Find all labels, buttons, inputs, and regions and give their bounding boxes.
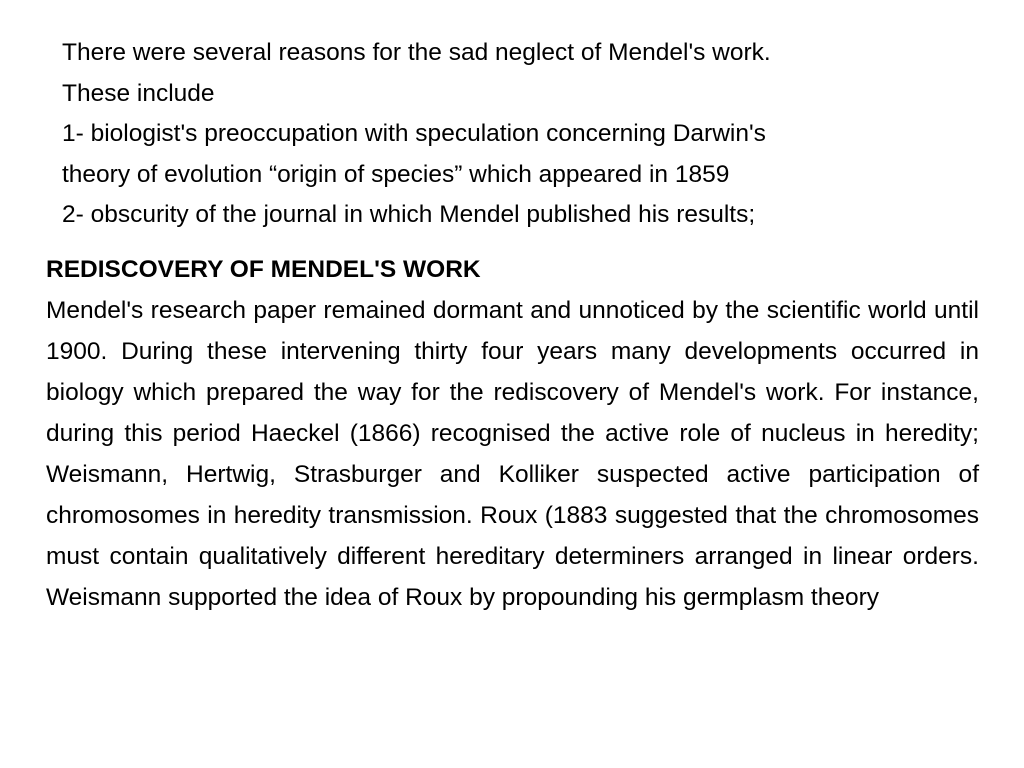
section-body-paragraph: Mendel's research paper remained dormant and unnoticed by the scientific world until 1900. During these intervening thirty four years many developments occurred in biology which prepared the way for the rediscovery of Mendel's work. For instance, during this period Haeckel (1866) recognised the active role of nucleus in heredity; Weismann, Hertwig, Strasburger and Kolliker suspected active participation of chromosomes in heredity transmission. Roux (1883 suggested that the chromosomes must contain qualitatively different hereditary determiners arranged in linear orders. Weismann supported the idea of Roux by propounding his germplasm theory [46, 297, 979, 611]
intro-text-block [62, 33, 982, 236]
intro-line-3-reason-1: 1- biologist's preoccupation with speculation concerning Darwin's [62, 120, 766, 147]
section-heading: REDISCOVERY OF MENDEL'S WORK [46, 256, 481, 283]
intro-line-4-reason-1-cont: theory of evolution “origin of species” which appeared in 1859 [62, 160, 730, 188]
intro-line-1: There were several reasons for the sad neglect of Mendel's work. [62, 39, 771, 66]
rediscovery-section [46, 249, 979, 618]
intro-line-2: These include [62, 79, 215, 107]
intro-line-5-reason-2: 2- obscurity of the journal in which Mendel published his results; [62, 201, 756, 228]
